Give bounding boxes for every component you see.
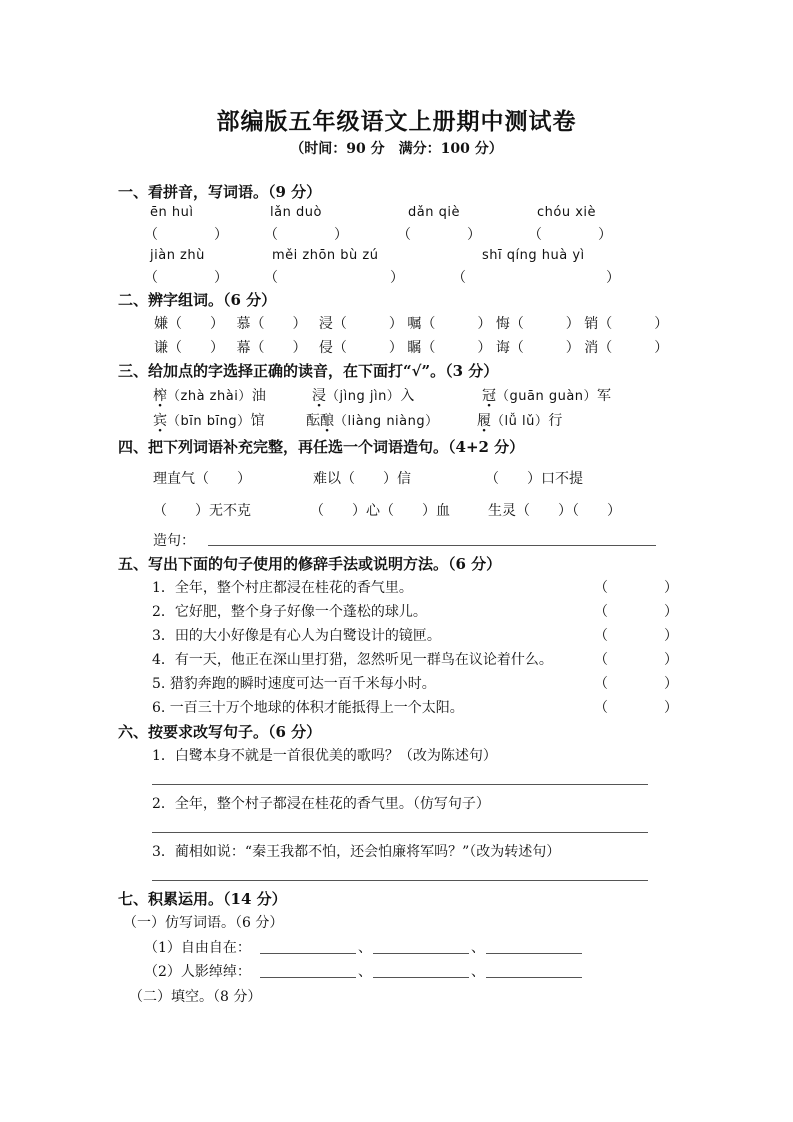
- rewrite-answer-line[interactable]: [152, 784, 648, 785]
- rewrite-item-3: 3．蔺相如说：“秦王我都不怕，还会怕廉将军吗？”（改为转述句）: [152, 844, 561, 860]
- idiom-3[interactable]: （ ）口不提: [485, 471, 583, 487]
- rhetoric-item-6: 6. 一百三十万个地球的体积才能抵得上一个太阳。: [152, 700, 464, 716]
- char: 悔: [495, 316, 510, 332]
- answer-line[interactable]: [373, 977, 469, 978]
- idiom-1[interactable]: 理直气（ ）: [153, 471, 251, 487]
- answer-blank[interactable]: （ ）: [598, 340, 669, 356]
- answer-blank[interactable]: （ ）: [397, 227, 481, 243]
- char: 谦: [154, 340, 168, 356]
- reading-options[interactable]: （liàng niàng）: [334, 414, 439, 429]
- reading-item-3: [482, 385, 611, 405]
- reading-item-2: [312, 385, 414, 405]
- answer-line[interactable]: [486, 953, 582, 954]
- answer-blank[interactable]: （ ）: [144, 270, 228, 286]
- dotted-char: 浸: [312, 388, 326, 404]
- char: 诲: [495, 340, 510, 356]
- answer-blank[interactable]: （ ）: [264, 227, 348, 243]
- rhetoric-item-1: 1．全年，整个村庄都浸在桂花的香气里。: [152, 580, 413, 596]
- answer-blank[interactable]: （ ）: [594, 700, 678, 716]
- answer-line[interactable]: [373, 953, 469, 954]
- char: 销: [584, 316, 599, 332]
- dotted-char: 榨: [153, 388, 167, 404]
- answer-blank[interactable]: （ ）: [452, 270, 620, 286]
- answer-blank[interactable]: （ ）: [168, 316, 224, 332]
- rewrite-item-2: 2．全年，整个村子都浸在桂花的香气里。（仿写句子）: [152, 796, 490, 812]
- dotted-char: 宾: [153, 413, 167, 429]
- reading-options[interactable]: （zhà zhài）: [167, 389, 252, 404]
- section-3-heading: 三、给加点的字选择正确的读音，在下面打“√”。（3 分）: [118, 362, 499, 380]
- answer-line[interactable]: [260, 953, 356, 954]
- answer-line[interactable]: [260, 977, 356, 978]
- pinyin-7: shī qíng huà yì: [482, 248, 585, 263]
- imitate-label-1: （1）自由自在：: [144, 940, 251, 956]
- subsection-1-heading: （一）仿写词语。（6 分）: [123, 915, 284, 931]
- dotted-char: 冠: [482, 388, 496, 404]
- separator: 、: [358, 964, 372, 980]
- pinyin-5: jiàn zhù: [150, 248, 205, 263]
- sentence-answer-line[interactable]: [208, 545, 656, 546]
- idiom-5[interactable]: （ ）心（ ）血: [310, 503, 450, 519]
- word-rest: 行: [548, 413, 563, 429]
- answer-blank[interactable]: （ ）: [594, 676, 678, 692]
- reading-item-1: [153, 385, 266, 405]
- pinyin-6: měi zhōn bù zú: [272, 248, 379, 263]
- answer-blank[interactable]: （ ）: [594, 628, 678, 644]
- reading-options[interactable]: （lǚ lǔ）: [491, 414, 549, 429]
- answer-blank[interactable]: （ ）: [250, 340, 307, 356]
- reading-options[interactable]: （guān guàn）: [496, 389, 598, 404]
- answer-line[interactable]: [486, 977, 582, 978]
- word-rest: 军: [597, 388, 612, 404]
- section-6-heading: 六、按要求改写句子。（6 分）: [118, 723, 322, 741]
- answer-blank[interactable]: （ ）: [421, 340, 492, 356]
- pinyin-3: dǎn qiè: [408, 205, 460, 220]
- dotted-char: 酿: [320, 413, 334, 429]
- char: 慕: [236, 316, 251, 332]
- char-pair-row-1: [154, 313, 668, 333]
- reading-item-5: [306, 410, 439, 430]
- answer-blank[interactable]: （ ）: [509, 340, 580, 356]
- answer-blank[interactable]: （ ）: [421, 316, 492, 332]
- pinyin-4: chóu xiè: [537, 205, 597, 220]
- char-pair-row-2: [154, 337, 668, 357]
- char: 幕: [236, 340, 251, 356]
- page-subtitle: （时间：90 分 满分：100 分）: [290, 141, 503, 157]
- rewrite-answer-line[interactable]: [152, 880, 648, 881]
- reading-item-6: [477, 410, 562, 430]
- reading-item-4: [153, 410, 265, 430]
- answer-blank[interactable]: （ ）: [598, 316, 669, 332]
- sentence-label: 造句：: [153, 533, 195, 549]
- char: 瞩: [407, 340, 422, 356]
- section-7-heading: 七、积累运用。（14 分）: [118, 890, 287, 908]
- section-4-heading: 四、把下列词语补充完整，再任选一个词语造句。（4+2 分）: [118, 438, 525, 456]
- answer-blank[interactable]: （ ）: [594, 652, 678, 668]
- separator: 、: [471, 964, 485, 980]
- word-rest: 馆: [250, 413, 265, 429]
- subsection-2-heading: （二）填空。（8 分）: [129, 989, 262, 1005]
- answer-blank[interactable]: （ ）: [594, 604, 678, 620]
- answer-blank[interactable]: （ ）: [144, 227, 228, 243]
- answer-blank[interactable]: （ ）: [250, 316, 307, 332]
- section-5-heading: 五、写出下面的句子使用的修辞手法或说明方法。（6 分）: [118, 555, 502, 573]
- char: 嘱: [407, 316, 422, 332]
- reading-options[interactable]: （bīn bīng）: [167, 414, 251, 429]
- char: 嫌: [154, 316, 168, 332]
- rhetoric-item-5: 5. 猎豹奔跑的瞬时速度可达一百千米每小时。: [152, 676, 436, 692]
- answer-blank[interactable]: （ ）: [168, 340, 224, 356]
- rhetoric-item-2: 2．它好肥，整个身子好像一个蓬松的球儿。: [152, 604, 427, 620]
- char: 浸: [318, 316, 333, 332]
- answer-blank[interactable]: （ ）: [528, 227, 612, 243]
- answer-blank[interactable]: （ ）: [594, 580, 678, 596]
- word-rest: 油: [251, 388, 266, 404]
- answer-blank[interactable]: （ ）: [509, 316, 580, 332]
- idiom-6[interactable]: 生灵（ ）（ ）: [488, 503, 621, 519]
- section-1-heading: 一、看拼音，写词语。（9 分）: [118, 183, 322, 201]
- pinyin-1: ēn huì: [150, 205, 194, 220]
- answer-blank[interactable]: （ ）: [332, 340, 403, 356]
- idiom-2[interactable]: 难以（ ）信: [313, 471, 411, 487]
- rewrite-item-1: 1．白鹭本身不就是一首很优美的歌吗？（改为陈述句）: [152, 748, 497, 764]
- pinyin-2: lǎn duò: [270, 205, 322, 220]
- rhetoric-item-4: 4．有一天，他正在深山里打猎，忽然听见一群鸟在议论着什么。: [152, 652, 553, 668]
- rewrite-answer-line[interactable]: [152, 832, 648, 833]
- dotted-char: 履: [477, 413, 491, 429]
- separator: 、: [471, 940, 485, 956]
- idiom-4[interactable]: （ ）无不克: [153, 503, 251, 519]
- word-prefix: 酝: [306, 413, 320, 429]
- imitate-label-2: （2）人影绰绰：: [144, 964, 251, 980]
- char: 消: [584, 340, 599, 356]
- page-title: 部编版五年级语文上册期中测试卷: [216, 108, 577, 135]
- reading-options[interactable]: （jìng jìn）: [326, 389, 401, 404]
- char: 侵: [318, 340, 333, 356]
- answer-blank[interactable]: （ ）: [332, 316, 403, 332]
- separator: 、: [358, 940, 372, 956]
- answer-blank[interactable]: （ ）: [264, 270, 404, 286]
- section-2-heading: 二、辨字组词。（6 分）: [118, 291, 277, 309]
- rhetoric-item-3: 3．田的大小好像是有心人为白鹭设计的镜匣。: [152, 628, 441, 644]
- word-rest: 入: [400, 388, 415, 404]
